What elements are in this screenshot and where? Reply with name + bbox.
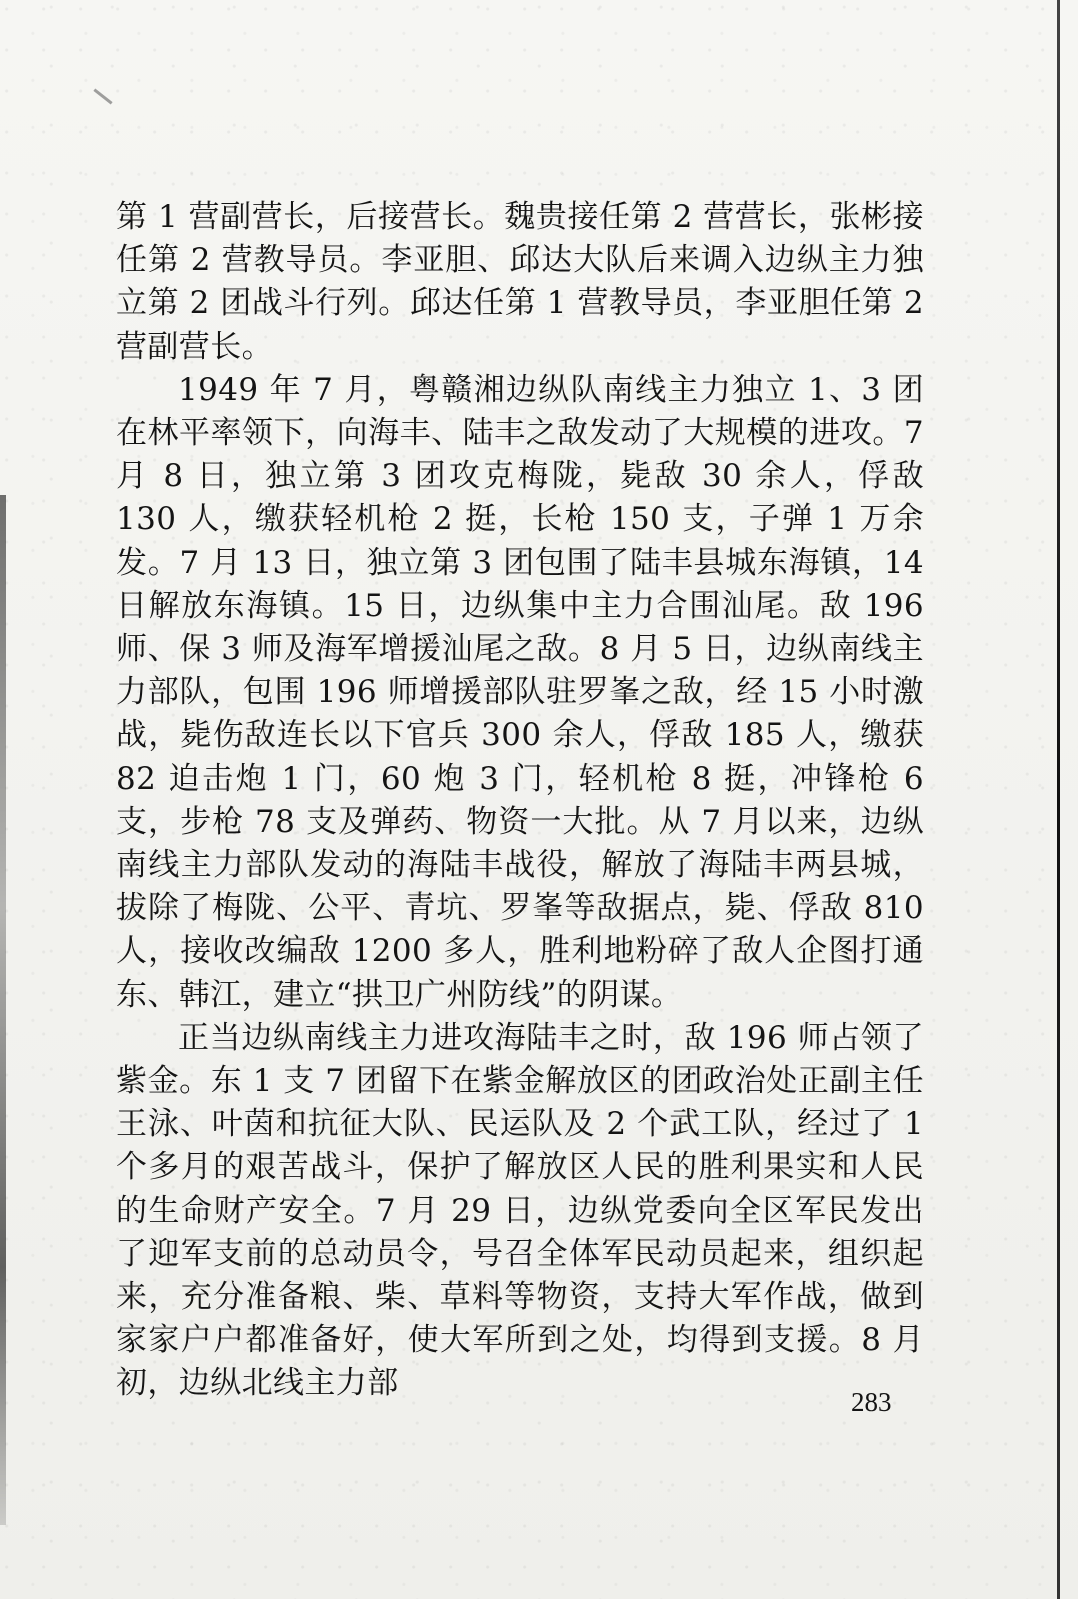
paragraph-1: 第 1 营副营长，后接营长。魏贵接任第 2 营营长，张彬接任第 2 营教导员。李亚胆、邱达大队后来调入边纵主力独立第 2 团战斗行列。邱达任第 1 营教导员，李亚胆任第 2 营副营长。 [116,199,924,365]
paragraph-3: 正当边纵南线主力进攻海陆丰之时，敌 196 师占领了紫金。东 1 支 7 团留下在紫金解放区的团政治处正副主任王泳、叶茵和抗征大队、民运队及 2 个武工队，经过了 1 个多月的艰苦战斗，保护了解放区人民的胜利果实和人民的生命财产安全。7 月 29 日，边纵党委向全区军民发出了迎军支前的总动员令，号召全体军民动员起来，组织起来，充分准备粮、柴、草料等物资，支持大军作战，做到家家户户都准备好，使大军所到之处，均得到支援。8 月初，边纵北线主力部 [116,1019,924,1402]
body-text [116,196,924,1406]
scan-left-edge-shadow [0,495,6,1525]
scan-scuff-mark [93,89,112,105]
paragraph-2: 1949 年 7 月，粤赣湘边纵队南线主力独立 1、3 团在林平率领下，向海丰、陆丰之敌发动了大规模的进攻。7 月 8 日，独立第 3 团攻克梅陇，毙敌 30 余人，俘敌 130 人，缴获轻机枪 2 挺，长枪 150 支，子弹 1 万余发。7 月 13 日，独立第 3 团包围了陆丰县城东海镇，14 日解放东海镇。15 日，边纵集中主力合围汕尾。敌 196 师、保 3 师及海军增援汕尾之敌。8 月 5 日，边纵南线主力部队，包围 196 师增援部队驻罗峯之敌，经 15 小时激战，毙伤敌连长以下官兵 300 余人，俘敌 185 人，缴获 82 迫击炮 1 门，60 炮 3 门，轻机枪 8 挺，冲锋枪 6 支，步枪 78 支及弹药、物资一大批。从 7 月以来，边纵南线主力部队发动的海陆丰战役，解放了海陆丰两县城，拔除了梅陇、公平、青坑、罗峯等敌据点，毙、俘敌 810 人，接收改编敌 1200 多人，胜利地粉碎了敌人企图打通东、韩江，建立“拱卫广州防线”的阴谋。 [116,371,924,1013]
page-number: 283 [851,1387,892,1417]
scan-right-edge-line [1057,0,1060,1599]
